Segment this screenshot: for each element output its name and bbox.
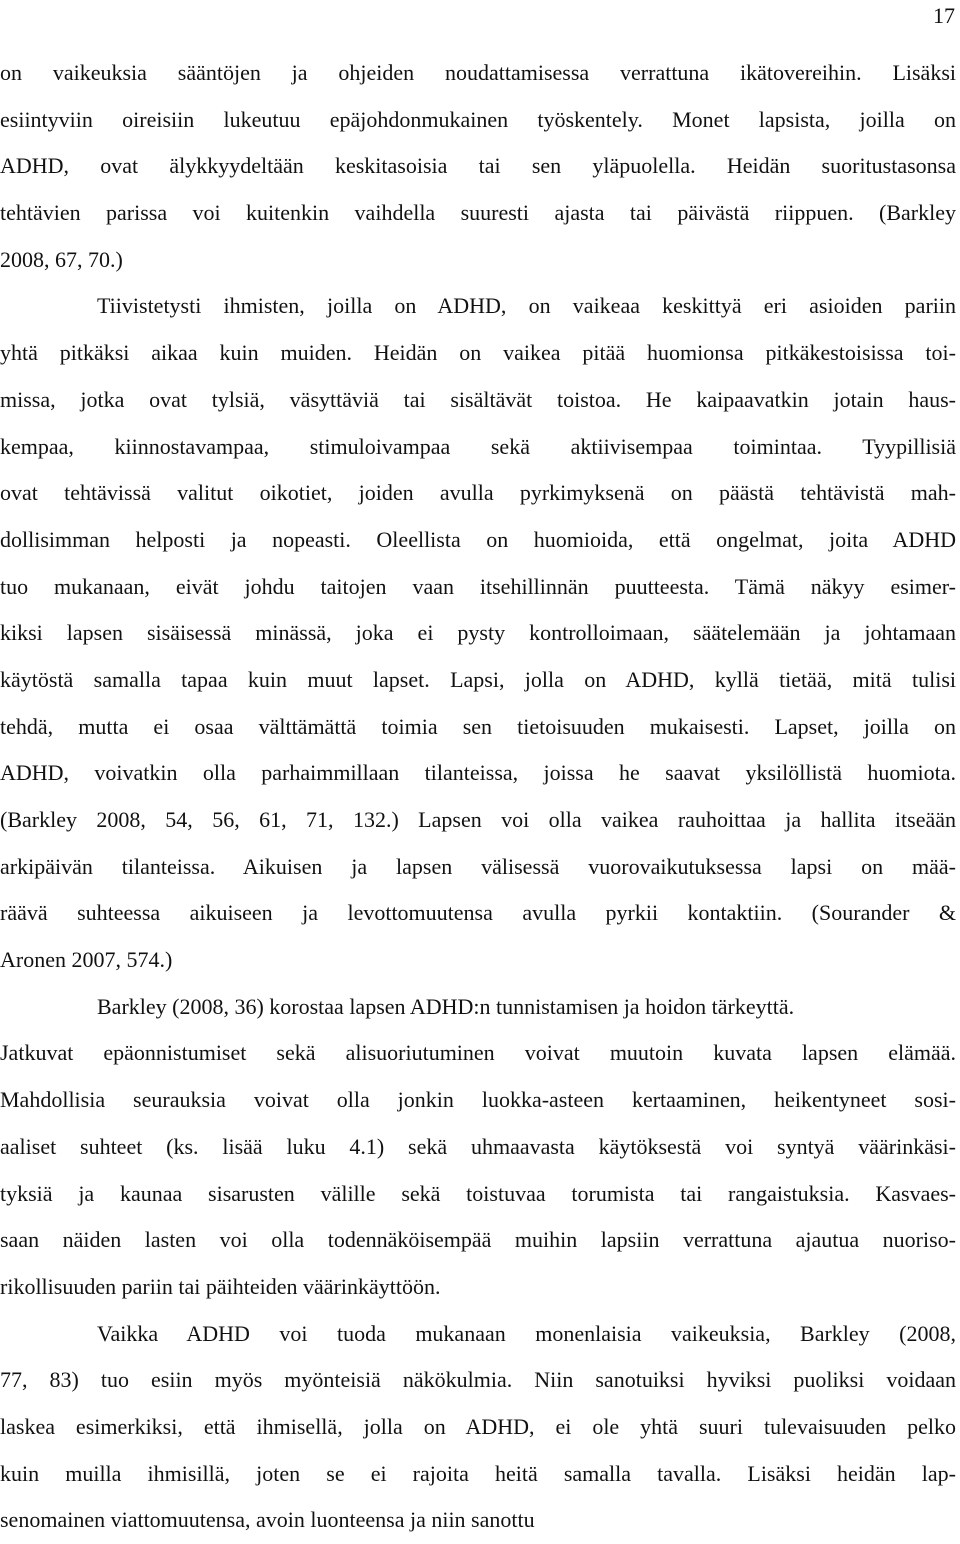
text-line: arkipäivän tilanteissa. Aikuisen ja lapsen välisessä vuorovaikutuksessa lapsi on mää- (0, 853, 956, 879)
text-line: kiksi lapsen sisäisessä minässä, joka ei pysty kontrolloimaan, säätelemään ja johtamaan (0, 620, 956, 646)
text-line: tehdä, mutta ei osaa välttämättä toimia sen tietoisuuden mukaisesti. Lapset, joilla on (0, 713, 956, 739)
text-line: räävä suhteessa aikuiseen ja levottomuutensa avulla pyrkii kontaktiin. (Sourander & (0, 900, 956, 926)
text-line: aaliset suhteet (ks. lisää luku 4.1) sekä uhmaavasta käytöksestä voi syntyä väärinkäsi- (0, 1133, 956, 1159)
text-line: dollisimman helposti ja nopeasti. Oleellista on huomioida, että ongelmat, joita ADHD (0, 526, 956, 552)
text-line: missa, jotka ovat tylsiä, väsyttäviä tai sisältävät toistoa. He kaipaavatkin jotain haus- (0, 386, 956, 412)
text-line: Mahdollisia seurauksia voivat olla jonkin luokka-asteen kertaaminen, heikentyneet sosi- (0, 1087, 956, 1113)
text-line: tuo mukanaan, eivät johdu taitojen vaan itsehillinnän puutteesta. Tämä näkyy esimer- (0, 573, 956, 599)
text-line: rikollisuuden pariin tai päihteiden väärinkäyttöön. (0, 1273, 441, 1299)
text-line: Vaikka ADHD voi tuoda mukanaan monenlaisia vaikeuksia, Barkley (2008, (97, 1320, 956, 1346)
text-line: esiintyviin oireisiin lukeutuu epäjohdonmukainen työskentely. Monet lapsista, joilla on (0, 106, 956, 132)
text-line: kuin muilla ihmisillä, joten se ei rajoita heitä samalla tavalla. Lisäksi heidän lap- (0, 1460, 956, 1486)
page-number: 17 (933, 3, 955, 28)
text-line: Jatkuvat epäonnistumiset sekä alisuoriutuminen voivat muutoin kuvata lapsen elämää. (0, 1040, 956, 1066)
text-line: Tiivistetysti ihmisten, joilla on ADHD, on vaikeaa keskittyä eri asioiden pariin (97, 293, 956, 319)
text-line: 2008, 67, 70.) (0, 246, 123, 272)
text-line: on vaikeuksia sääntöjen ja ohjeiden noudattamisessa verrattuna ikätovereihin. Lisäksi (0, 60, 956, 85)
text-line: laskea esimerkiksi, että ihmisellä, jolla on ADHD, ei ole yhtä suuri tulevaisuuden pelko (0, 1413, 956, 1439)
text-line: käytöstä samalla tapaa kuin muut lapset. Lapsi, jolla on ADHD, kyllä tietää, mitä tulisi (0, 666, 956, 692)
text-line: ADHD, voivatkin olla parhaimmillaan tilanteissa, joissa he saavat yksilöllistä huomiota. (0, 760, 956, 786)
text-line: Barkley (2008, 36) korostaa lapsen ADHD:n tunnistamisen ja hoidon tärkeyttä. (97, 993, 795, 1019)
text-line: saan näiden lasten voi olla todennäköisempää muihin lapsiin verrattuna ajautua nuoriso- (0, 1227, 956, 1253)
text-line: tyksiä ja kaunaa sisarusten välille sekä toistuvaa torumista tai rangaistuksia. Kasvaes- (0, 1180, 956, 1206)
text-line: Aronen 2007, 574.) (0, 947, 173, 973)
text-line: ovat tehtävissä valitut oikotiet, joiden avulla pyrkimyksenä on päästä tehtävistä mah- (0, 480, 956, 506)
text-line: yhtä pitkäksi aikaa kuin muiden. Heidän on vaikea pitää huomionsa pitkäkestoisissa toi- (0, 340, 956, 366)
body-text (0, 50, 956, 1544)
text-line: 77, 83) tuo esiin myös myönteisiä näkökulmia. Niin sanotuiksi hyviksi puoliksi voidaan (0, 1367, 956, 1393)
text-line: ADHD, ovat älykkyydeltään keskitasoisia tai sen yläpuolella. Heidän suoritustasonsa (0, 153, 956, 179)
text-line: tehtävien parissa voi kuitenkin vaihdella suuresti ajasta tai päivästä riippuen. (Barkley (0, 200, 956, 226)
text-line: (Barkley 2008, 54, 56, 61, 71, 132.) Lapsen voi olla vaikea rauhoittaa ja hallita itseään (0, 807, 956, 832)
text-line: kempaa, kiinnostavampaa, stimuloivampaa sekä aktiivisempaa toimintaa. Tyypillisiä (0, 433, 956, 459)
text-line: senomainen viattomuutensa, avoin luonteensa ja niin sanottu (0, 1507, 535, 1533)
